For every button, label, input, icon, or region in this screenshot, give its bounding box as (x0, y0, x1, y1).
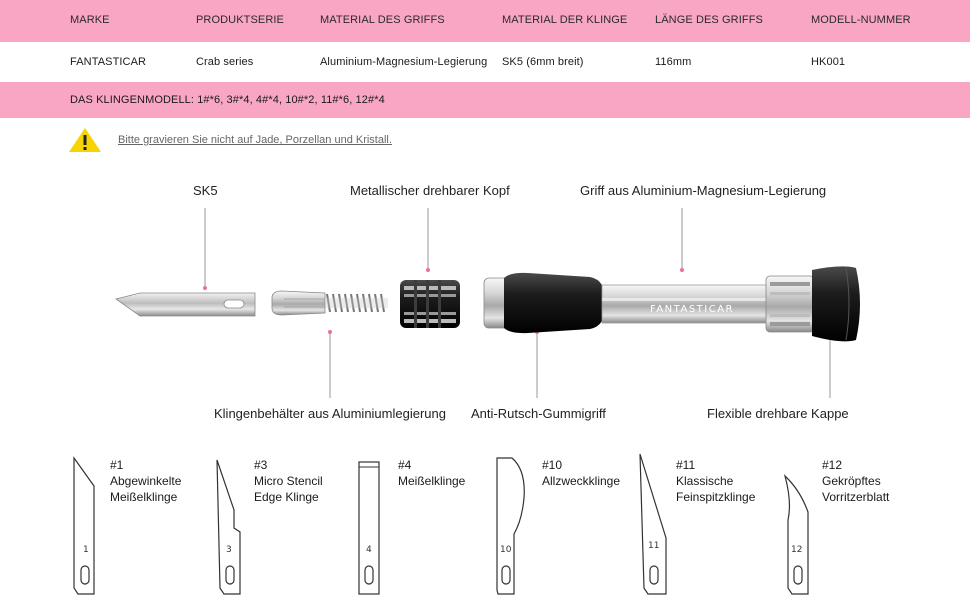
blade-10-icon (494, 450, 538, 600)
warning-icon (68, 127, 102, 153)
blade-11-marking: 11 (648, 541, 660, 551)
callout-rubber-grip: Anti-Rutsch-Gummigriff (471, 406, 606, 421)
blade-models-row (0, 82, 970, 118)
blade-card-10 (494, 450, 634, 600)
blade-card-1 (70, 450, 200, 600)
blade-models-text: DAS KLINGENMODELL: 1#*6, 3#*4, 4#*4, 10#*2, 11#*6, 12#*4 (70, 94, 385, 106)
blade-1-marking: 1 (83, 545, 89, 555)
blade-4-marking: 4 (366, 545, 372, 555)
blade-holder (272, 291, 388, 315)
spec-table-header (0, 0, 970, 42)
header-model-number: MODELL-NUMMER (811, 14, 911, 26)
blade-10-line1: Allzweckklinge (542, 474, 621, 488)
sk5-blade (116, 293, 255, 316)
value-blade-material: SK5 (6mm breit) (502, 56, 584, 68)
blade-3-line1: Micro Stencil (254, 474, 323, 488)
callout-rotating-head: Metallischer drehbarer Kopf (350, 183, 510, 198)
header-blade-material: MATERIAL DER KLINGE (502, 14, 628, 26)
blade-12-marking: 12 (791, 545, 803, 555)
header-handle-length: LÄNGE DES GRIFFS (655, 14, 763, 26)
blade-12-number: #12 (822, 458, 843, 472)
blade-1-number: #1 (110, 458, 124, 472)
value-series: Crab series (196, 56, 254, 68)
blade-4-line1: Meißelklinge (398, 474, 466, 488)
blade-1-line1: Abgewinkelte (110, 474, 182, 488)
handle (484, 266, 860, 341)
callout-alloy-grip: Griff aus Aluminium-Magnesium-Legierung (580, 183, 827, 198)
value-brand: FANTASTICAR (70, 56, 147, 68)
blade-12-line1: Gekröpftes (822, 474, 881, 488)
warning-text: Bitte gravieren Sie nicht auf Jade, Porzellan und Kristall. (118, 134, 392, 146)
callout-blade-holder: Klingenbehälter aus Aluminiumlegierung (214, 406, 446, 421)
blade-card-12 (782, 450, 922, 600)
callout-sk5: SK5 (193, 183, 218, 198)
blade-11-line1: Klassische (676, 474, 734, 488)
handle-brand-text: FANTASTICAR (650, 304, 735, 315)
blade-3-marking: 3 (226, 545, 232, 555)
blade-3-icon (214, 450, 254, 600)
blade-11-line2: Feinspitzklinge (676, 490, 756, 504)
blade-4-icon (356, 450, 396, 600)
blade-11-number: #11 (676, 458, 696, 472)
blade-card-11 (636, 450, 776, 600)
blade-4-number: #4 (398, 458, 412, 472)
knife-diagram (0, 160, 970, 440)
blade-10-marking: 10 (500, 545, 512, 555)
blade-card-4 (356, 450, 486, 600)
blade-1-icon (70, 450, 110, 600)
blade-card-3 (214, 450, 344, 600)
blade-1-line2: Meißelklinge (110, 490, 178, 504)
header-brand: MARKE (70, 14, 110, 26)
blade-11-icon (636, 450, 676, 600)
blade-12-line2: Vorritzerblatt (822, 490, 890, 504)
blade-3-number: #3 (254, 458, 268, 472)
blade-12-icon (782, 450, 822, 600)
value-model-number: HK001 (811, 56, 846, 68)
rotating-head (400, 280, 460, 328)
header-series: PRODUKTSERIE (196, 14, 284, 26)
header-handle-material: MATERIAL DES GRIFFS (320, 14, 445, 26)
value-handle-length: 116mm (655, 56, 692, 68)
value-handle-material: Aluminium-Magnesium-Legierung (320, 56, 488, 68)
blade-10-number: #10 (542, 458, 563, 472)
blade-3-line2: Edge Klinge (254, 490, 319, 504)
spec-table-row (0, 42, 970, 82)
callout-rotating-cap: Flexible drehbare Kappe (707, 406, 849, 421)
